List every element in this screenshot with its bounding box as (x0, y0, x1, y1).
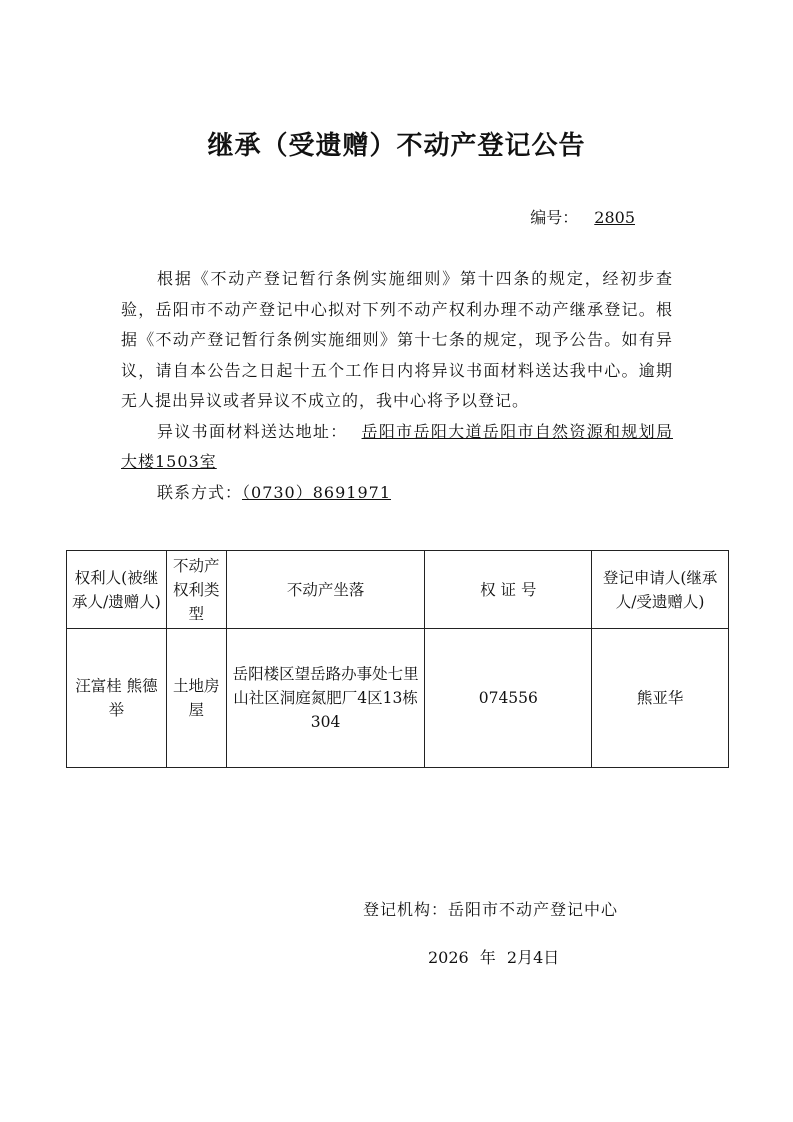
header-right-holder: 权利人(被继承人/遗赠人) (67, 551, 167, 629)
table-row (67, 629, 729, 768)
cell-location: 岳阳楼区望岳路办事处七里山社区洞庭氮肥厂4区13栋304 (226, 629, 425, 768)
contact-line (121, 478, 673, 509)
header-location: 不动产坐落 (226, 551, 425, 629)
cell-certificate-number: 074556 (425, 629, 592, 768)
address-value: 岳阳市岳阳大道岳阳市自然资源和规划局大楼1503室 (121, 421, 673, 471)
page-title: 继承（受遗赠）不动产登记公告 (207, 131, 586, 161)
cell-right-holder: 汪富桂 熊德举 (67, 629, 167, 768)
table-header-row (67, 551, 729, 629)
address-label: 异议书面材料送达地址： (157, 421, 348, 441)
cell-applicant: 熊亚华 (592, 629, 729, 768)
contact-value: （0730）8691971 (242, 482, 391, 502)
contact-label: 联系方式： (157, 482, 243, 502)
registration-table (66, 550, 729, 768)
notice-number (530, 206, 635, 230)
registration-authority: 登记机构：岳阳市不动产登记中心 (363, 900, 619, 919)
header-right-type: 不动产权利类型 (166, 551, 226, 629)
notice-paragraph: 根据《不动产登记暂行条例实施细则》第十四条的规定，经初步查验，岳阳市不动产登记中心拟对下列不动产权利办理不动产继承登记。根据《不动产登记暂行条例实施细则》第十七条的规定，现予公告。如有异议，请自本公告之日起十五个工作日内将异议书面材料送达我中心。逾期无人提出异议或者异议不成立的，我中心将予以登记。 (121, 269, 673, 410)
notice-number-label: 编号： (530, 208, 579, 227)
notice-body (121, 264, 673, 508)
objection-address (121, 417, 673, 478)
cell-right-type: 土地房屋 (166, 629, 226, 768)
notice-number-value: 2805 (594, 208, 635, 227)
header-applicant: 登记申请人(继承人/受遗赠人) (592, 551, 729, 629)
notice-date: 2026 年 2月4日 (428, 948, 560, 967)
header-certificate-number: 权 证 号 (425, 551, 592, 629)
